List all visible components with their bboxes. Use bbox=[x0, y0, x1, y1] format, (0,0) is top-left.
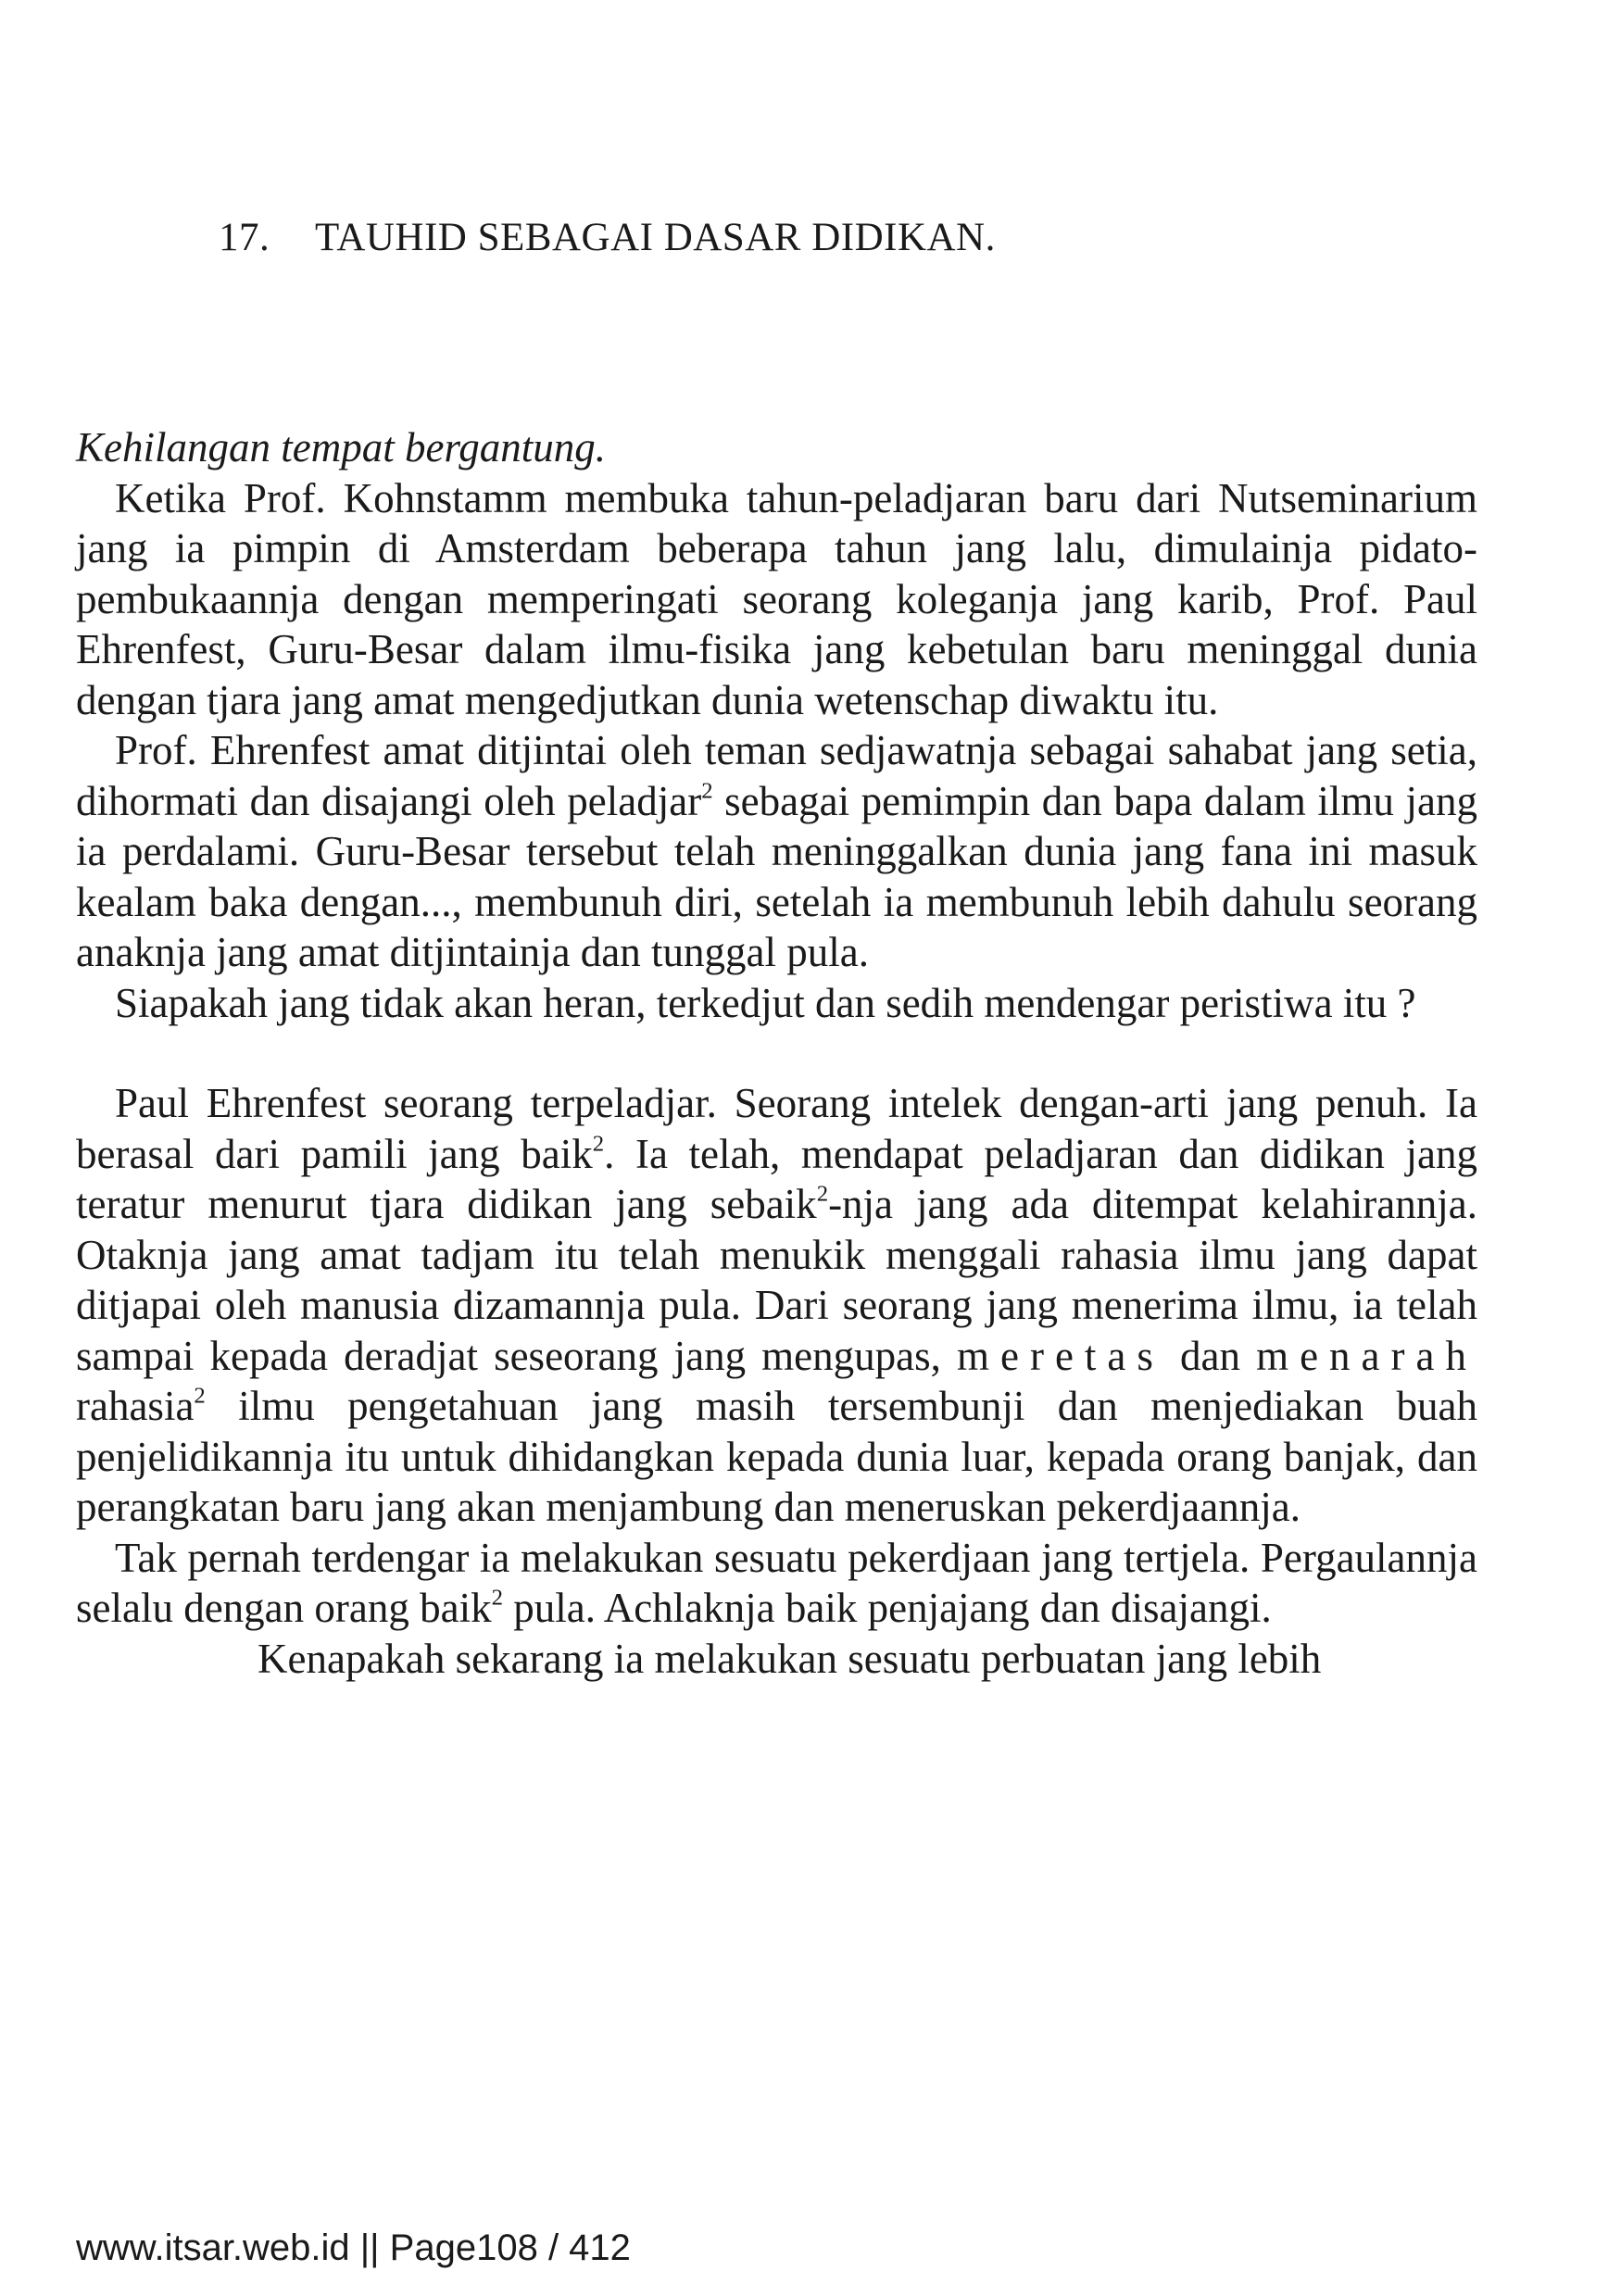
paragraph-text: Kenapakah sekarang ia melakukan sesuatu perbuatan jang lebih bbox=[258, 1635, 1322, 1682]
body-paragraph bbox=[76, 1533, 1477, 1634]
paragraph-text: ilmu pengetahuan jang masih tersembunji dan menjediakan buah penjelidikannja itu untuk dihidangkan kepada dunia luar, kepada orang banjak, dan perangkatan baru jang akan menjambung dan meneruskan pekerdjaannja. bbox=[76, 1383, 1477, 1530]
spaced-emphasis-word: meretas bbox=[956, 1332, 1164, 1379]
paragraph-text: Ketika Prof. Kohnstamm membuka tahun-peladjaran baru dari Nutseminarium jang ia pimpin di Amsterdam beberapa tahun jang lalu, dimulainja pidato-pembukaannja dengan memperingati seorang koleganja jang karib, Prof. Paul Ehrenfest, Guru-Besar dalam ilmu-fisika jang kebetulan baru meninggal dunia dengan tjara jang amat mengedjutkan dunia wetenschap diwaktu itu. bbox=[76, 474, 1477, 723]
body-paragraph bbox=[76, 725, 1477, 978]
section-subheading: Kehilangan tempat bergantung. bbox=[76, 424, 607, 470]
body-paragraph bbox=[76, 978, 1477, 1029]
chapter-title bbox=[219, 215, 996, 260]
paragraph-text: dan bbox=[1163, 1332, 1257, 1379]
paragraph-text: . Ia telah, mendapat peladjaran dan didikan jang teratur menurut tjara didikan jang sebaik bbox=[76, 1130, 1477, 1227]
paragraph-list bbox=[76, 473, 1477, 1685]
paragraph-text: sebagai pemimpin dan bapa dalam ilmu jang ia perdalami. Guru-Besar tersebut telah meninggalkan dunia jang fana ini masuk kealam baka dengan..., membunuh diri, setelah ia membunuh lebih dahulu seorang anaknja jang amat ditjintainja dan tunggal pula. bbox=[76, 777, 1477, 975]
spaced-emphasis-word: menarah bbox=[1256, 1332, 1477, 1379]
paragraph-text: Siapakah jang tidak akan heran, terkedjut dan sedih mendengar peristiwa itu ? bbox=[115, 979, 1416, 1026]
body-paragraph bbox=[76, 1634, 1477, 1685]
superscript-two: 2 bbox=[701, 777, 713, 803]
paragraph-text: Tak pernah terdengar ia melakukan sesuatu pekerdjaan jang tertjela. Pergaulannja selalu dengan orang baik bbox=[76, 1534, 1477, 1631]
body-paragraph bbox=[76, 473, 1477, 726]
paragraph-text: rahasia bbox=[76, 1383, 195, 1429]
body-paragraph bbox=[76, 1078, 1477, 1533]
superscript-two: 2 bbox=[592, 1130, 605, 1156]
chapter-number: 17. bbox=[219, 216, 270, 259]
page-footer: www.itsar.web.id || Page108 / 412 bbox=[76, 2227, 631, 2268]
paragraph-text: -nja jang ada ditempat kelahirannja. Otaknja jang amat tadjam itu telah menukik menggali rahasia ilmu jang dapat ditjapai oleh manusia dizamannja pula. Dari seorang jang menerima ilmu, ia telah sampai kepada deradjat seseorang jang mengupas, bbox=[76, 1181, 1477, 1379]
body-text bbox=[76, 422, 1477, 1684]
paragraph-text: Paul Ehrenfest seorang terpeladjar. Seorang intelek dengan-arti jang penuh. Ia berasal dari pamili jang baik bbox=[76, 1080, 1477, 1177]
superscript-two: 2 bbox=[816, 1181, 829, 1207]
chapter-title-text: TAUHID SEBAGAI DASAR DIDIKAN. bbox=[315, 216, 996, 259]
superscript-two: 2 bbox=[491, 1585, 503, 1611]
paragraph-text: pula. Achlaknja baik penjajang dan disajangi. bbox=[502, 1585, 1272, 1631]
superscript-two: 2 bbox=[194, 1383, 206, 1409]
paragraph-text: Prof. Ehrenfest amat ditjintai oleh teman sedjawatnja sebagai sahabat jang setia, dihormati dan disajangi oleh peladjar bbox=[76, 727, 1477, 824]
